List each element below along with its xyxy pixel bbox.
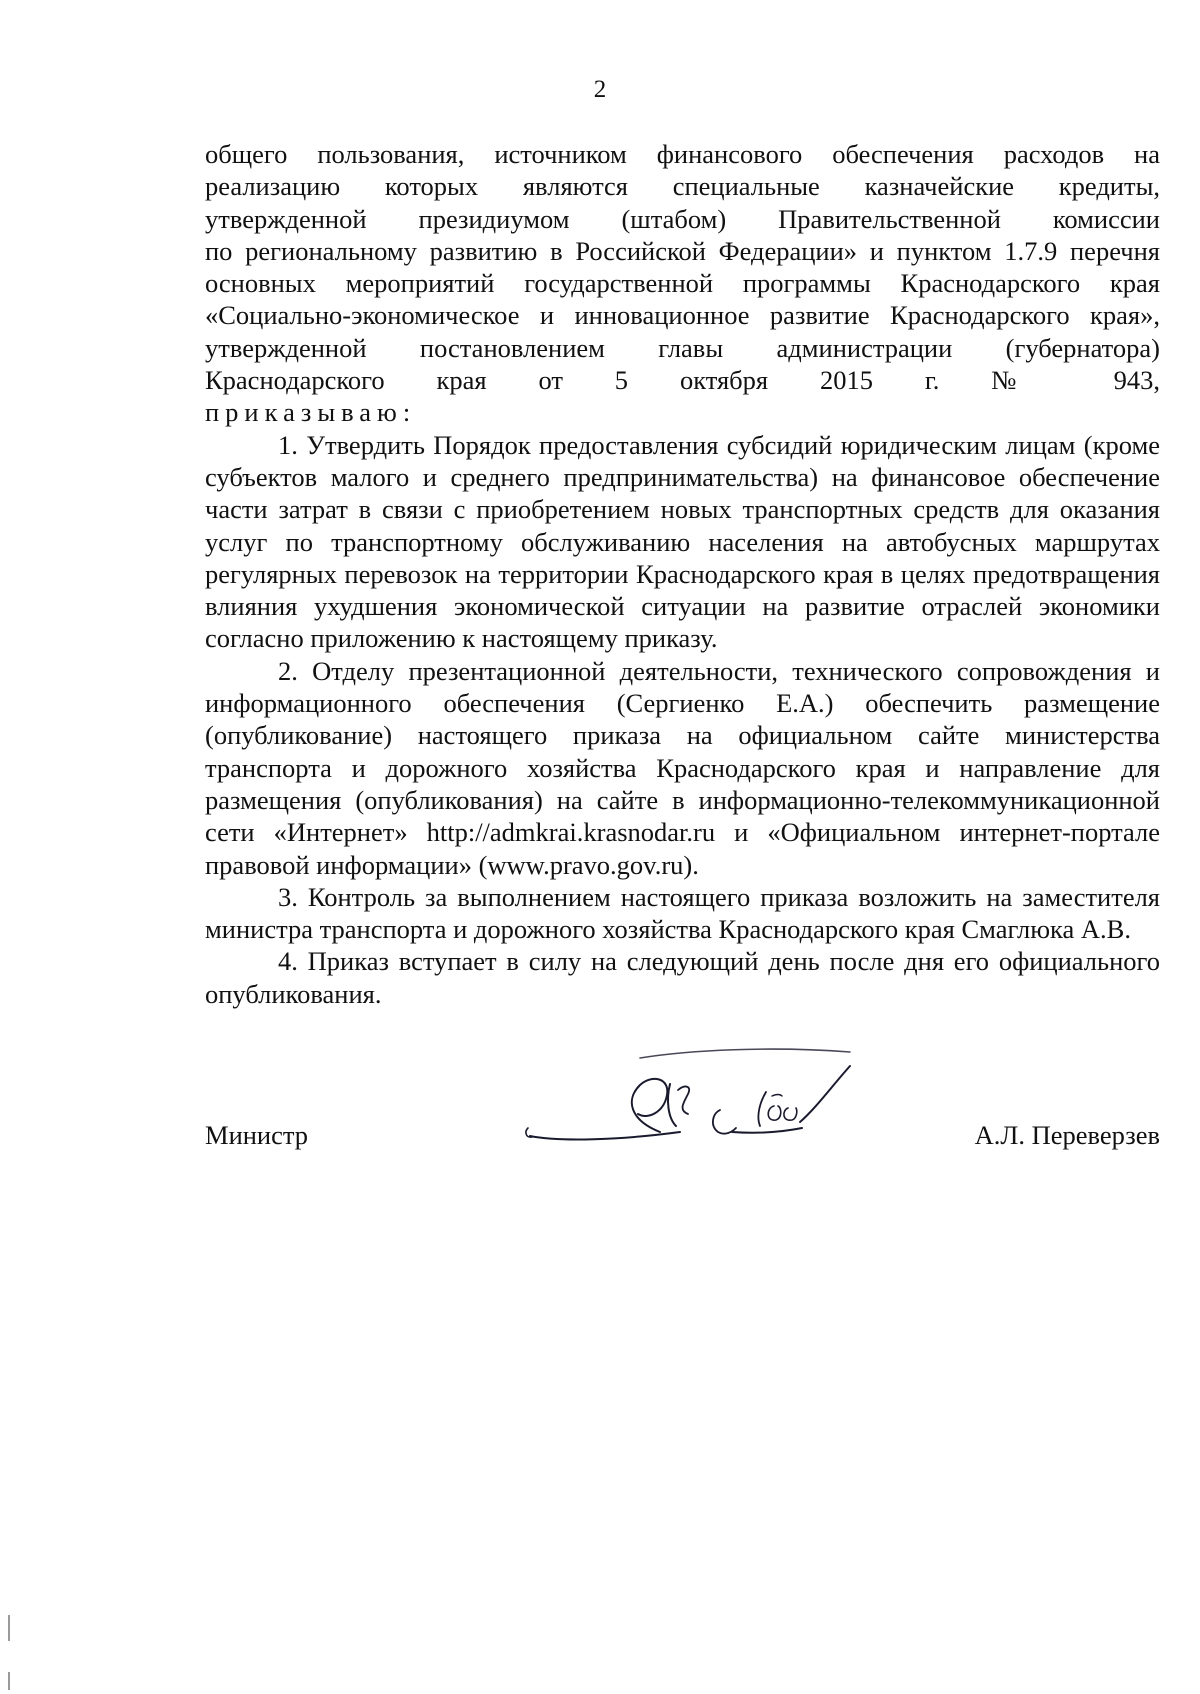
signature-block — [205, 1040, 1160, 1170]
intro-line: общего пользования, источником финансового обеспечения расходов на — [205, 139, 1160, 169]
handwritten-signature — [520, 1040, 880, 1180]
document-body — [205, 138, 1160, 1010]
page-number: 2 — [593, 76, 607, 103]
intro-paragraph — [205, 138, 1160, 429]
intro-line: реализацию которых являются специальные казначейские кредиты, — [205, 171, 1160, 202]
clause-1: 1. Утвердить Порядок предоставления субсидий юридическим лицам (кроме субъектов малого и среднего предпринимательства) на финансовое обеспечение части затрат в связи с приобретением новых транспортных средств для оказания услуг по транспортному обслуживанию населения на автобусных маршрутах регулярных перевозок на территории Краснодарского края в целях предотвращения влияния ухудшения экономической ситуации на развитие отраслей экономики согласно приложению к настоящему приказу. — [205, 429, 1160, 654]
scan-edge-mark — [8, 1672, 10, 1690]
order-word: приказываю: — [205, 397, 417, 428]
signer-name: А.Л. Переверзев — [974, 1120, 1160, 1150]
scan-edge-mark — [8, 1615, 10, 1641]
intro-line: утвержденной президиумом (штабом) Правительственной комиссии — [205, 203, 1160, 234]
intro-line: утвержденной постановлением главы администрации (губернатора) — [205, 332, 1160, 363]
clause-2: 2. Отделу презентационной деятельности, технического сопровождения и информационного обеспечения (Сергиенко Е.А.) обеспечить размещение (опубликование) настоящего приказа на официальном сайте министерства транспорта и дорожного хозяйства Краснодарского края и направление для размещения (опубликования) на сайте в информационно-телекоммуникационной сети «Интернет» http://admkrai.krasnodar.ru и «Официальном интернет-портале правовой информации» (www.pravo.gov.ru). — [205, 655, 1160, 880]
intro-line: основных мероприятий государственной программы Краснодарского края — [205, 268, 1160, 299]
signer-position: Министр — [205, 1120, 309, 1150]
intro-line: Краснодарского края от 5 октября 2015 г. № 943, — [205, 365, 1160, 396]
intro-line: по региональному развитию в Российской Федерации» и пунктом 1.7.9 перечня — [205, 235, 1160, 266]
clause-3: 3. Контроль за выполнением настоящего приказа возложить на заместителя министра транспорта и дорожного хозяйства Краснодарского края Смаглюка А.В. — [205, 881, 1160, 945]
clause-4: 4. Приказ вступает в силу на следующий день после дня его официального опубликования. — [205, 946, 1160, 1009]
intro-line: «Социально-экономическое и инновационное развитие Краснодарского края», — [205, 300, 1160, 331]
